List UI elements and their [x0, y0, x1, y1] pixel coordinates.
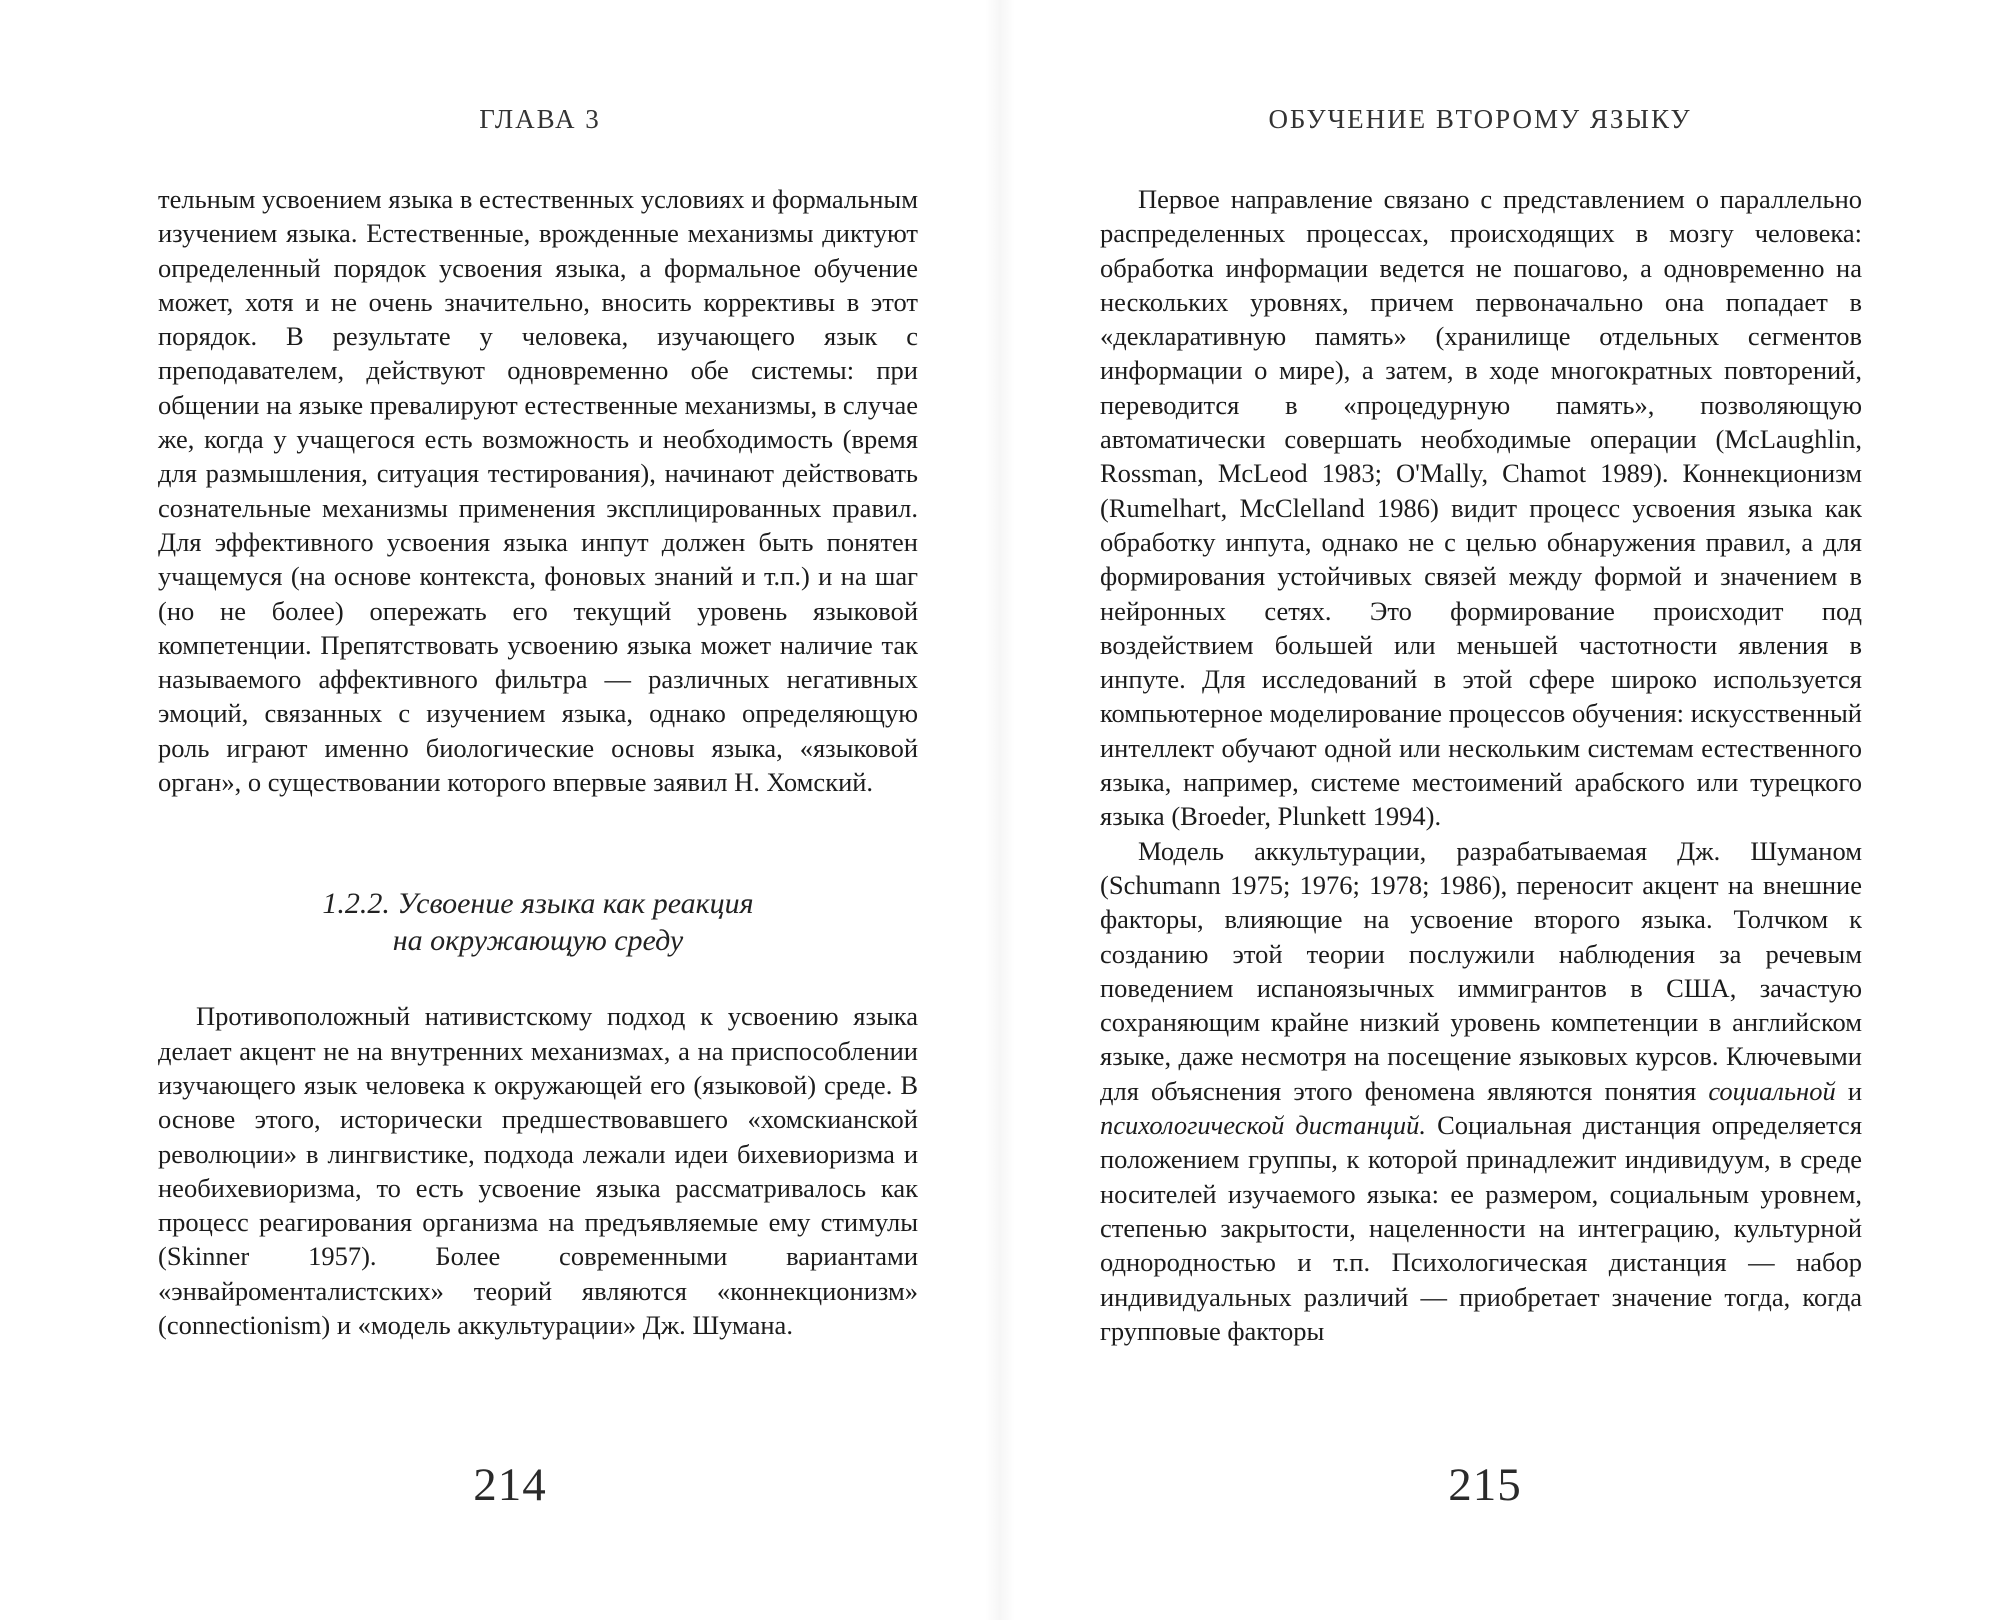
left-paragraph-continuation: тельным усвоением языка в естественных условиях и формальным изучением языка. Естественные, врожденные механизмы диктуют определенный порядок усвоения языка, а формальное обучение может, хотя и не очень значительно, вносить коррективы в этот порядок. В результате у человека, изучающего язык с преподавателем, действуют одновременно обе системы: при общении на языке превалируют естественные механизмы, в случае же, когда у учащегося есть возможность и необходимость (время для размышления, ситуация тестирования), начинают действовать сознательные механизмы применения эксплицированных правил. Для эффективного усвоения языка инпут должен быть понятен учащемуся (на основе контекста, фоновых знаний и т.п.) и на шаг (но не более) опережать его текущий уровень языковой компетенции. Препятствовать усвоению языка может наличие так называемого аффективного фильтра — различных негативных эмоций, связанных с изучением языка, однако определяющую роль играют именно биологические основы языка, «языковой орган», о существовании которого впервые заявил Н. Хомский. [158, 184, 918, 798]
left-running-head: ГЛАВА 3 [479, 104, 601, 134]
right-paragraph-2 [1100, 834, 1862, 1348]
right-page-number: 215 [1448, 1459, 1522, 1511]
section-heading [158, 885, 918, 959]
right-running-head: ОБУЧЕНИЕ ВТОРОМУ ЯЗЫКУ [1268, 104, 1692, 134]
paragraph2-text-before: Модель аккультурации, разрабатываемая Дж. Шуманом (Schumann 1975; 1976; 1978; 1986), переносит акцент на внешние факторы, влияющие на усвоение второго языка. Толчком к созданию этой теории послужили наблюдения за речевым поведением испаноязычных иммигрантов в США, зачастую сохраняющим крайне низкий уровень компетенции в английском языке, даже несмотря на посещение языковых курсов. Ключевыми для объяснения этого феномена являются понятия [1100, 835, 1862, 1106]
paragraph2-text-after: Социальная дистанция определяется положением группы, к которой принадлежит индивидуум, в среде носителей изучаемого языка: ее размером, социальным уровнем, степенью закрытости, нацеленности на интеграцию, культурной однородностью и т.п. Психологическая дистанция — набор индивидуальных различий — приобретает значение тогда, когда групповые факторы [1100, 1110, 1863, 1346]
paragraph2-emphasis-social: социальной [1708, 1075, 1836, 1106]
right-text-block [1100, 182, 1862, 1348]
paragraph2-conjunction: и [1847, 1075, 1863, 1106]
right-page [1000, 0, 2000, 1620]
section-heading-line1: 1.2.2. Усвоение языка как реакция [322, 887, 754, 921]
left-text-block [158, 182, 918, 1342]
section-paragraph: Противоположный нативистскому подход к усвоению языка делает акцент не на внутренних механизмах, а на приспособлении изучающего язык человека к окружающей его (языковой) среде. В основе этого, исторически предшествовавшего «хомскианской революции» в лингвистике, подхода лежали идеи бихевиоризма и необихевиоризма, то есть усвоение языка рассматривалось как процесс реагирования организма на предъявляемые ему стимулы (Skinner 1957). Более современными вариантами «энвайроменталистских» теорий являются «коннекционизм» (connectionism) и «модель аккультурации» Дж. Шумана. [158, 1001, 918, 1341]
section-heading-line2: на окружающую среду [392, 924, 684, 958]
left-page-number: 214 [473, 1459, 547, 1511]
right-paragraph-1: Первое направление связано с представлением о параллельно распределенных процессах, происходящих в мозгу человека: обработка информации ведется не пошагово, а одновременно на нескольких уровнях, причем первоначально она попадает в «декларативную память» (хранилище отдельных сегментов информации о мире), а затем, в ходе многократных повторений, переводится в «процедурную память», позволяющую автоматически совершать необходимые операции (McLaughlin, Rossman, McLeod 1983; O'Mally, Chamot 1989). Коннекционизм (Rumelhart, McClelland 1986) видит процесс усвоения языка как обработку инпута, однако не с целью обнаружения правил, а для формирования устойчивых связей между формой и значением в нейронных сетях. Это формирование происходит под воздействием большей или меньшей частотности явления в инпуте. Для исследований в этой сфере широко используется компьютерное моделирование процессов обучения: искусственный интеллект обучают одной или нескольким системам естественного языка, например, системе местоимений арабского или турецкого языка (Broeder, Plunkett 1994). [1100, 184, 1862, 832]
paragraph2-emphasis-psychological: психологической дистанций. [1100, 1110, 1427, 1141]
